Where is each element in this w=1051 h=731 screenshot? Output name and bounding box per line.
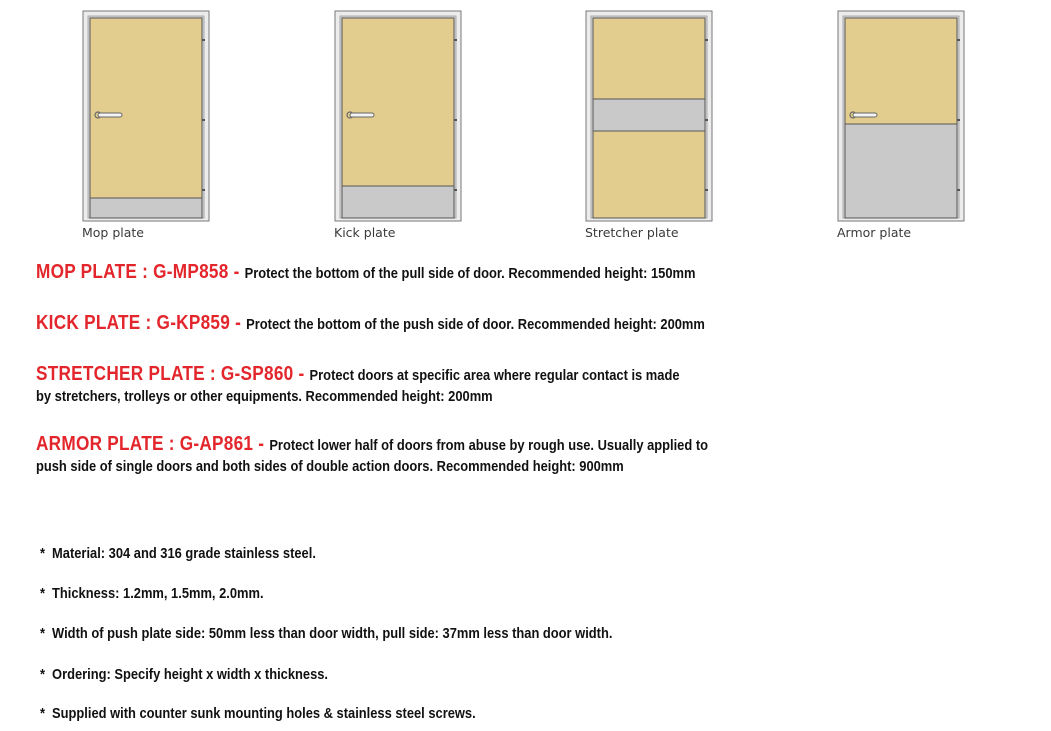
plate-text: Protect doors at specific area where regular contact is made [309,367,680,384]
kick-plate-figure [334,10,464,240]
plate-separator: - [293,363,310,385]
plate-title: STRETCHER PLATE : G-SP860 [36,363,294,385]
plate-separator: - [228,261,245,283]
plate-text: Protect the bottom of the push side of door. Recommended height: 200mm [246,316,705,333]
door-caption-mop: Mop plate [82,225,144,240]
spec-item-supplied: * Supplied with counter sunk mounting holes & stainless steel screws. [40,705,476,722]
plate-title: KICK PLATE : G-KP859 [36,312,231,334]
door-caption-stretcher: Stretcher plate [585,225,679,240]
plate-text: Protect lower half of doors from abuse by rough use. Usually applied to [269,437,708,454]
spec-item-ordering: * Ordering: Specify height x width x thickness. [40,666,329,683]
plate-text-continued: by stretchers, trolleys or other equipments. Recommended height: 200mm [36,388,493,405]
door-caption-armor: Armor plate [837,225,912,240]
plate-text: Protect the bottom of the pull side of door. Recommended height: 150mm [244,265,696,282]
door-illustrations [0,0,1051,250]
stretcher-plate-figure [585,10,715,240]
plate-separator: - [253,433,270,455]
spec-item-thickness: * Thickness: 1.2mm, 1.5mm, 2.0mm. [40,585,264,602]
plate-armor-description [36,434,1036,477]
bullet-star: * [40,666,46,683]
bullet-star: * [40,625,46,642]
plate-kick-description [36,313,1036,335]
spec-item-width: * Width of push plate side: 50mm less than door width, pull side: 37mm less than door width. [40,625,613,642]
armor-plate-figure [837,10,967,240]
door-with-mop-plate-icon [82,10,212,225]
plate-stretcher-description [36,364,1036,407]
plate-title: MOP PLATE : G-MP858 [36,261,229,283]
plate-text-continued: push side of single doors and both sides of double action doors. Recommended height: 900mm [36,458,624,475]
door-caption-kick: Kick plate [334,225,396,240]
door-with-armor-plate-icon [837,10,967,225]
bullet-star: * [40,545,46,562]
plate-separator: - [230,312,247,334]
bullet-star: * [40,705,46,722]
bullet-star: * [40,585,46,602]
door-with-kick-plate-icon [334,10,464,225]
plate-title: ARMOR PLATE : G-AP861 [36,433,254,455]
mop-plate-figure [82,10,212,240]
door-with-stretcher-plate-icon [585,10,715,225]
plate-mop-description [36,262,1036,284]
spec-item-material: * Material: 304 and 316 grade stainless steel. [40,545,316,562]
